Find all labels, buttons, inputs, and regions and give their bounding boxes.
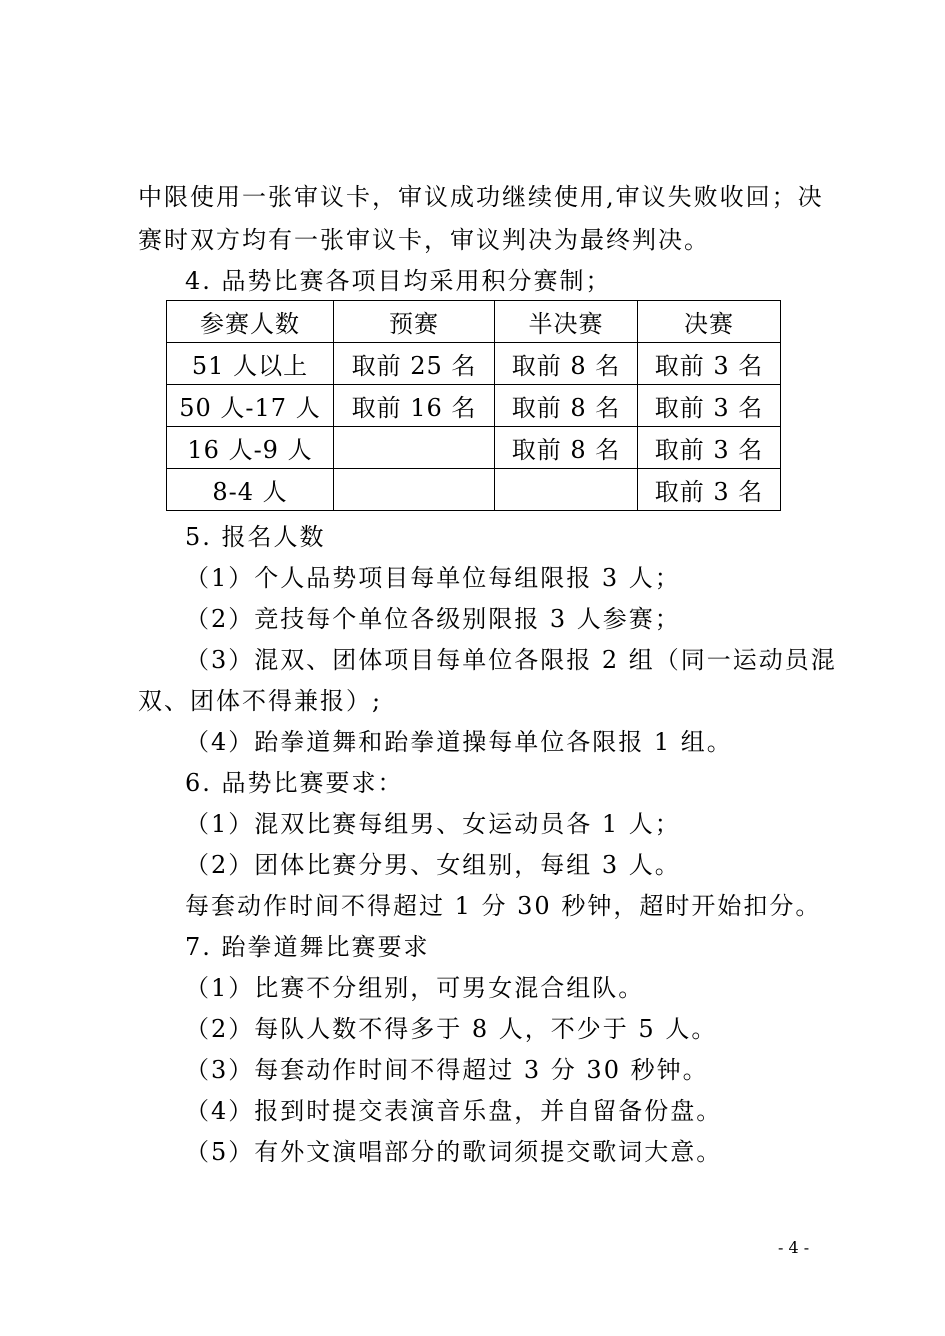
list-item: （3）每套动作时间不得超过 3 分 30 秒钟。 xyxy=(185,1056,709,1084)
table-header-row xyxy=(167,301,781,343)
list-item: （2）团体比赛分男、女组别，每组 3 人。 xyxy=(185,851,681,879)
list-item: （1）混双比赛每组男、女运动员各 1 人； xyxy=(185,810,681,838)
table-cell: 取前 25 名 xyxy=(334,343,495,385)
table-row xyxy=(167,385,781,427)
section-5-heading: 5. 报名人数 xyxy=(185,523,326,551)
list-item: （4）报到时提交表演音乐盘，并自留备份盘。 xyxy=(185,1097,723,1125)
item-4-heading: 4. 品势比赛各项目均采用积分赛制； xyxy=(185,267,612,295)
table-cell: 取前 16 名 xyxy=(334,385,495,427)
page-number: - 4 - xyxy=(778,1238,810,1257)
section-6-heading: 6. 品势比赛要求： xyxy=(185,769,404,797)
table-cell: 取前 3 名 xyxy=(638,427,781,469)
list-item-continuation: 双、团体不得兼报）; xyxy=(138,687,383,715)
table-cell: 8-4 人 xyxy=(167,469,334,511)
list-item: （2）竞技每个单位各级别限报 3 人参赛； xyxy=(185,605,681,633)
table-cell: 取前 3 名 xyxy=(638,385,781,427)
table-cell: 取前 8 名 xyxy=(495,385,638,427)
list-item: （2）每队人数不得多于 8 人，不少于 5 人。 xyxy=(185,1015,718,1043)
table-row xyxy=(167,343,781,385)
table-header-cell: 参赛人数 xyxy=(167,301,334,343)
paragraph-line: 赛时双方均有一张审议卡，审议判决为最终判决。 xyxy=(138,226,710,254)
scoring-table xyxy=(166,300,781,511)
table-row xyxy=(167,427,781,469)
list-item: （4）跆拳道舞和跆拳道操每单位各限报 1 组。 xyxy=(185,728,733,756)
paragraph-line: 每套动作时间不得超过 1 分 30 秒钟，超时开始扣分。 xyxy=(185,892,822,920)
paragraph-line: 中限使用一张审议卡，审议成功继续使用,审议失败收回；决 xyxy=(138,183,824,211)
list-item: （1）个人品势项目每单位每组限报 3 人； xyxy=(185,564,681,592)
table-cell: 16 人-9 人 xyxy=(167,427,334,469)
table-cell: 50 人-17 人 xyxy=(167,385,334,427)
list-item: （3）混双、团体项目每单位各限报 2 组（同一运动员混 xyxy=(185,646,837,674)
table-header-cell: 半决赛 xyxy=(495,301,638,343)
table-row xyxy=(167,469,781,511)
list-item: （1）比赛不分组别，可男女混合组队。 xyxy=(185,974,645,1002)
table-cell: 取前 8 名 xyxy=(495,427,638,469)
table-header-cell: 预赛 xyxy=(334,301,495,343)
section-7-heading: 7. 跆拳道舞比赛要求 xyxy=(185,933,430,961)
table-cell xyxy=(334,469,495,511)
list-item: （5）有外文演唱部分的歌词须提交歌词大意。 xyxy=(185,1138,723,1166)
table-header-cell: 决赛 xyxy=(638,301,781,343)
table-cell: 取前 3 名 xyxy=(638,469,781,511)
table-cell xyxy=(495,469,638,511)
table-cell xyxy=(334,427,495,469)
table-cell: 取前 8 名 xyxy=(495,343,638,385)
table-cell: 51 人以上 xyxy=(167,343,334,385)
table-cell: 取前 3 名 xyxy=(638,343,781,385)
